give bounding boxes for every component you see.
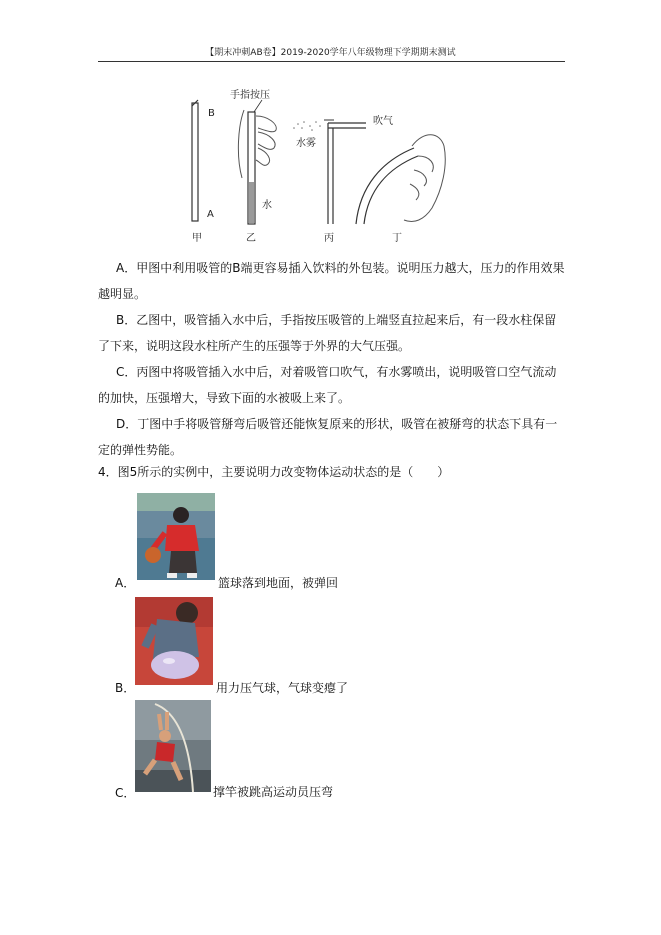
label-blow: 吹气 xyxy=(373,116,393,127)
label-jia: 甲 xyxy=(192,233,202,244)
option-c-q3: C．丙图中将吸管插入水中后，对着吸管口吹气，有水雾喷出，说明吸管口空气流动的加快，压强增大，导致下面的水被吸上来了。 xyxy=(98,365,557,405)
label-yi: 乙 xyxy=(246,233,256,244)
option-a-q3: A．甲图中利用吸管的B端更容易插入饮料的外包装。说明压力越大，压力的作用效果越明显。 xyxy=(98,261,565,301)
mist-dots xyxy=(293,121,321,131)
water-column xyxy=(249,182,254,223)
hand-ding-outline xyxy=(404,135,445,222)
q4-option-a-text: 篮球落到地面，被弹回 xyxy=(218,576,339,590)
q4-option-c-text: 撑竿被跳高运动员压弯 xyxy=(213,785,334,799)
label-end-a: A xyxy=(207,209,214,220)
q4-option-a-letter: A． xyxy=(115,576,136,590)
question-4-stem: 4．图5所示的实例中，主要说明力改变物体运动状态的是（ ） xyxy=(98,465,450,479)
label-water: 水 xyxy=(262,200,272,211)
header-divider xyxy=(98,61,565,62)
label-finger-press: 手指按压 xyxy=(230,90,270,101)
label-bing: 丙 xyxy=(324,233,334,244)
hand-outline xyxy=(238,110,244,178)
q4-option-c-letter: C． xyxy=(115,786,136,800)
option-b-q3: B．乙图中，吸管插入水中后，手指按压吸管的上端竖直拉起来后，有一段水柱保留了下来，说明这段水柱所产生的压强等于外界的大气压强。 xyxy=(98,313,557,353)
option-d-q3: D．丁图中手将吸管掰弯后吸管还能恢复原来的形状，吸管在被掰弯的状态下具有一定的弹性势能。 xyxy=(98,417,558,457)
photo-pole-vault xyxy=(135,700,211,792)
label-end-b: B xyxy=(208,108,215,119)
bent-straw-outer xyxy=(356,148,414,224)
photo-balloon xyxy=(135,597,213,685)
hand-ding-fingers xyxy=(410,156,433,200)
straw-bing xyxy=(328,123,366,224)
straw-experiment-figure xyxy=(178,86,446,246)
label-ding: 丁 xyxy=(392,233,402,244)
q4-option-b-letter: B． xyxy=(115,681,136,695)
finger-outline-1 xyxy=(256,116,276,132)
photo-basketball xyxy=(137,493,215,580)
finger-outline-2 xyxy=(258,132,275,149)
page-header: 【期末冲刺AB卷】2019-2020学年八年级物理下学期期末测试 xyxy=(205,48,456,58)
q4-option-b-text: 用力压气球，气球变瘪了 xyxy=(216,681,349,695)
pointer-line xyxy=(254,100,262,112)
label-water-mist: 水雾 xyxy=(296,138,316,149)
finger-outline-3 xyxy=(256,148,270,165)
bent-straw-inner xyxy=(364,156,418,224)
straw-jia xyxy=(192,103,198,221)
